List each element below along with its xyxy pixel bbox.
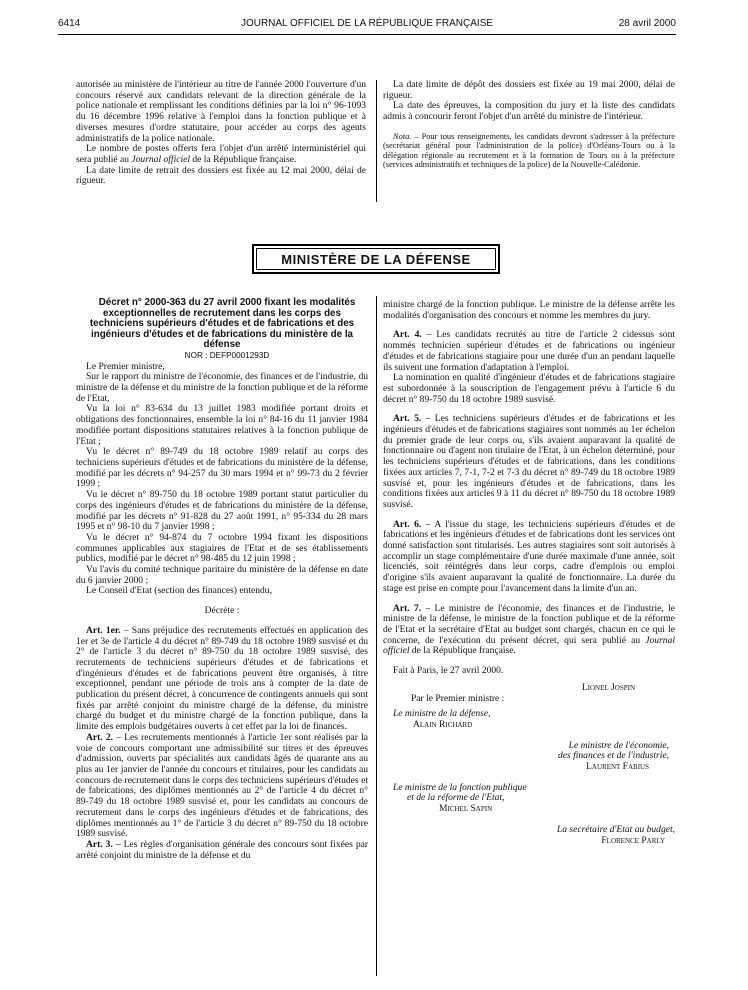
signature-defense-name: Alain Richard <box>413 718 473 730</box>
article-3-continued: ministre chargé de la fonction publique. Le ministre de la défense arrête les modalités d'organisation des concours et nomme les membres du jury. <box>383 299 675 321</box>
top-left-column <box>76 80 366 187</box>
article-3: Art. 3. – Les règles d'organisation générale des concours sont fixées par arrêté conjoint du ministre de la défense et du <box>76 838 369 861</box>
signature-fp-title-2: et de la réforme de l'Etat, <box>407 792 505 804</box>
preamble-line: Le Premier ministre, <box>86 360 165 372</box>
top-right-paragraph-1: La date limite de dépôt des dossiers est fixée au 19 mai 2000, délai de rigueur. <box>383 79 675 101</box>
article-5: Art. 5. – Les techniciens supérieurs d'études et de fabrications et les ingénieurs d'études et de fabrications stagiaires sont nommés au 1er échelon du premier grade de leur corps ou, s'ils avaient auparavant la qualité de fonctionnaire ou d'agent non titulaire de l'Etat, à un échelon déterminé, pour les techniciens supérieurs d'études et de fabrications, dans les conditions fixées aux articles 7, 7-1, 7-2 et 7-3 du décret n° 89-749 du 18 octobre 1989 susvisé et, pour les ingénieurs d'études et de fabrications, dans les conditions fixées aux articles 9 à 11 du décret n° 89-750 du 18 octobre 1989 susvisé. <box>383 413 675 510</box>
journal-title: JOURNAL OFFICIEL DE LA RÉPUBLIQUE FRANÇAISE <box>240 18 494 29</box>
ministry-box <box>252 244 500 274</box>
done-at: Fait à Paris, le 27 avril 2000. <box>393 665 504 677</box>
signature-economy-name: Laurent Fabius <box>586 761 649 773</box>
article-7: Art. 7. – Le ministre de l'économie, des finances et de l'industrie, le ministre de la défense, le ministre de la fonction publique et de la réforme de l'Etat et la secrétaire d'Etat au budget sont chargés, chacun en ce qui le concerne, de l'exécution du présent décret, qui sera publié au Journal officiel de la République française. <box>383 602 675 657</box>
preamble-line: Vu le décret n° 94-874 du 7 octobre 1994 fixant les dispositions communes applicables aux stagiaires de l'Etat et de ses établissements publics, modifié par le décret n° 98-485 du 12 juin 1998 ; <box>76 531 368 565</box>
signature-pm-label: Par le Premier ministre : <box>411 692 505 704</box>
decree-right-column <box>383 300 675 846</box>
article-2: Art. 2. – Les recrutements mentionnés à l'article 1er sont réalisés par la voie de concours comportant une admissibilité sur titres et des épreuves d'admission, ouverts par spécialités aux candidats âgés de quarante ans au plus au 1er janvier de l'année du concours et titulaires, pour les candidats au concours de recrutement dans le corps des techniciens supérieurs d'études et de fabrications, des diplômes mentionnés au 2° de l'article 4 du décret n° 89-749 du 18 octobre 1989 susvisé et, pour les candidats au concours de recrutement dans le corps des ingénieurs d'études et de fabrications, des diplômes mentionnés au 1° de l'article 3 du décret n° 89-750 du 18 octobre 1989 susvisé. <box>76 731 368 840</box>
top-left-paragraph-2: Le nombre de postes offerts fera l'objet d'un arrêté interministériel qui sera publié au Journal officiel de la République française. <box>76 143 366 165</box>
preamble-line: Vu le décret n° 89-750 du 18 octobre 1989 portant statut particulier du corps des ingénieurs d'études et de fabrications du ministère de la défense, modifié par les décrets n° 91-828 du 27 août 1991, n° 95-334 du 28 mars 1995 et n° 98-10 du 7 janvier 1998 ; <box>76 489 368 533</box>
article-4-paragraph-2: La nomination en qualité d'ingénieur d'études et de fabrications stagiaire est subordonnée à la souscription de l'engagement prévu à l'article 6 du décret n° 89-750 du 18 octobre 1989 susvisé. <box>383 372 675 405</box>
preamble-line: Vu la loi n° 83-634 du 13 juillet 1983 modifiée portant droits et obligations des fonctionnaires, ensemble la loi n° 84-16 du 11 janvier 1984 modifiée portant dispositions statutaires relatives à la fonction publique de l'Etat ; <box>76 403 368 447</box>
signature-defense-title: Le ministre de la défense, <box>393 708 491 720</box>
decree-left-column <box>76 298 368 861</box>
column-divider-top <box>376 80 377 202</box>
article-6: Art. 6. – A l'issue du stage, les techniciens supérieurs d'études et de fabrications et les ingénieurs d'études et de fabrications dont les services ont donné satisfaction sont titularisés. Les autres stagiaires sont soit autorisés à accomplir un stage complémentaire d'une durée maximale d'une année, soit licenciés, soit réintégrés dans leur corps, cadre d'emplois ou emploi d'origine s'ils avaient auparavant la qualité de fonctionnaire. La durée du stage est prise en compte pour l'avancement dans la limite d'un an. <box>383 518 676 594</box>
signature-pm: Lionel Jospin <box>581 681 635 693</box>
signature-fp-title-1: Le ministre de la fonction publique <box>393 781 527 793</box>
preamble-line: Vu l'avis du comité technique paritaire du ministère de la défense en date du 6 janvier 2000 ; <box>76 564 368 586</box>
top-right-column <box>383 80 675 169</box>
top-right-paragraph-2: La date des épreuves, la composition du jury et la liste des candidats admis à concourir feront l'objet d'un arrêté du ministre de l'intérieur. <box>383 100 675 123</box>
preamble-line: Sur le rapport du ministre de l'économie, des finances et de l'industrie, du ministre de la défense et du ministre de la fonction publique et de la réforme de l'Etat, <box>76 371 368 404</box>
signature-budget-name: Florence Parly <box>601 834 665 846</box>
page-number: 6414 <box>58 18 81 29</box>
decree-nor: NOR : DEFP0001293D <box>184 350 270 360</box>
top-left-paragraph-3: La date limite de retrait des dossiers est fixée au 12 mai 2000, délai de rigueur. <box>76 164 366 187</box>
decrete: Décrète : <box>204 605 240 617</box>
preamble-line: Le Conseil d'Etat (section des finances) entendu, <box>86 585 272 597</box>
signature-economy-title-1: Le ministre de l'économie, <box>568 739 669 751</box>
issue-date: 28 avril 2000 <box>618 18 676 29</box>
signature-economy-title-2: des finances et de l'industrie, <box>557 750 669 762</box>
page-header <box>58 14 676 34</box>
ministry-title: MINISTÈRE DE LA DÉFENSE <box>256 248 496 270</box>
preamble-line: Vu le décret n° 89-749 du 18 octobre 1989 relatif au corps des techniciens supérieurs d'études et de fabrications du ministère de la défense, modifié par les décrets n° 94-257 du 30 mars 1994 et n° 99-73 du 2 février 1999 ; <box>76 446 368 490</box>
signature-budget-title: La secrétaire d'Etat au budget, <box>556 823 675 835</box>
column-divider-main <box>376 296 377 976</box>
article-4: Art. 4. – Les candidats recrutés au titre de l'article 2 cidessus sont nommés technicien supérieur d'études et de fabrications ou ingénieur d'études et de fabrications stagiaire pour une durée d'un an pendant laquelle ils suivent une formation d'adaptation à l'emploi. <box>383 329 675 373</box>
article-1: Art. 1er. – Sans préjudice des recrutements effectués en application des 1er et 3e de l'article 4 du décret n° 89-749 du 18 octobre 1989 susvisé et du 2° de l'article 3 du décret n° 89-750 du 18 octobre 1989 susvisé, des recrutements de techniciens supérieurs d'études et de fabrications et d'ingénieurs d'études et de fabrications peuvent être organisés, à titre exceptionnel, pendant une période de trois ans à compter de la date de publication du présent décret, à concurrence de contingents annuels qui sont fixés par arrêté conjoint du ministre chargé de la défense, du ministre chargé du budget et du ministre chargé de la fonction publique, dans la limite des emplois budgétaires ouverts à cet effet par la loi de finances. <box>76 624 369 733</box>
top-left-paragraph-1: autorisée au ministère de l'intérieur au titre de l'année 2000 l'ouverture d'un concours réservé aux candidats relevant de la direction générale de la police nationale et remplissant les conditions définies par la loi n° 96-1093 du 16 décembre 1996 relative à l'emploi dans la fonction publique et à diverses mesures d'ordre statutaire, pour accéder au corps des agents administratifs de la police nationale. <box>76 79 366 144</box>
decree-title: Décret n° 2000-363 du 27 avril 2000 fixant les modalités exceptionnelles de recrutement dans les corps des techniciens supérieurs d'études et de fabrications et des ingénieurs d'études et de fabrications du ministère de la défense <box>89 297 356 351</box>
top-right-note: Nota. – Pour tous renseignements, les candidats devront s'adresser à la préfecture (secrétariat général pour l'administration de la police) d'Orléans-Tours ou à la délégation régionale au recrutement et à la formation de Tours ou à la préfecture (services administratifs et techniques de la police) de la Nouvelle-Calédonie. <box>383 131 675 170</box>
header-rule <box>58 34 676 35</box>
signature-fp-name: Michel Sapin <box>439 803 493 815</box>
